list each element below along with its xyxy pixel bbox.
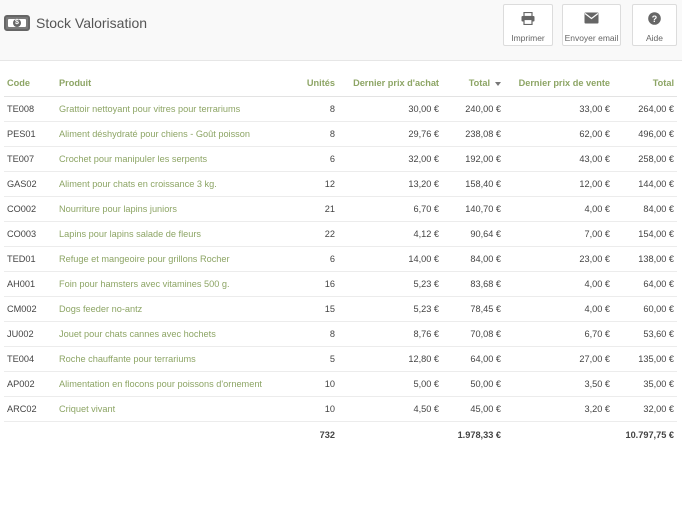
cell-last-buy-price: 14,00 € <box>338 247 442 272</box>
cell-total-sell: 35,00 € <box>613 372 677 397</box>
cell-total-buy: 45,00 € <box>442 397 504 422</box>
cell-last-sell-price: 4,00 € <box>504 272 613 297</box>
table-row[interactable] <box>4 172 677 197</box>
cell-code: TE007 <box>4 147 56 172</box>
cell-code: PES01 <box>4 122 56 147</box>
cell-last-buy-price: 29,76 € <box>338 122 442 147</box>
table-header-row <box>4 70 677 97</box>
col-header-units[interactable]: Unités <box>286 70 338 97</box>
svg-text:?: ? <box>651 14 658 24</box>
cell-total-sell: 84,00 € <box>613 197 677 222</box>
totals-row <box>4 422 677 449</box>
cell-total-sell: 144,00 € <box>613 172 677 197</box>
col-header-total-buy-label: Total <box>468 78 490 88</box>
cell-code: TED01 <box>4 247 56 272</box>
col-header-last-buy-price[interactable]: Dernier prix d'achat <box>338 70 442 97</box>
cell-code: CM002 <box>4 297 56 322</box>
cell-product[interactable]: Lapins pour lapins salade de fleurs <box>56 222 286 247</box>
total-units: 732 <box>319 430 335 440</box>
stock-table <box>4 70 677 448</box>
cell-last-buy-price: 8,76 € <box>338 322 442 347</box>
question-circle-icon <box>633 12 676 30</box>
table-row[interactable] <box>4 122 677 147</box>
col-header-last-sell-price[interactable]: Dernier prix de vente <box>504 70 613 97</box>
cell-code: AP002 <box>4 372 56 397</box>
table-row[interactable] <box>4 397 677 422</box>
money-icon: $ <box>4 15 30 31</box>
cell-code: CO003 <box>4 222 56 247</box>
cell-total-buy: 192,00 € <box>442 147 504 172</box>
table-row[interactable] <box>4 247 677 272</box>
cell-code: TE004 <box>4 347 56 372</box>
table-row[interactable] <box>4 97 677 122</box>
cell-last-buy-price: 4,50 € <box>338 397 442 422</box>
cell-last-buy-price: 5,00 € <box>338 372 442 397</box>
cell-product[interactable]: Grattoir nettoyant pour vitres pour terrariums <box>56 97 286 122</box>
page-header <box>0 0 682 61</box>
cell-units: 22 <box>286 222 338 247</box>
cell-units: 8 <box>286 122 338 147</box>
print-label: Imprimer <box>511 33 545 43</box>
totals-empty-cell <box>338 422 442 449</box>
table-row[interactable] <box>4 197 677 222</box>
cell-total-sell: 496,00 € <box>613 122 677 147</box>
cell-last-sell-price: 43,00 € <box>504 147 613 172</box>
page-title: Stock Valorisation <box>36 15 148 31</box>
cell-units: 8 <box>286 97 338 122</box>
cell-last-buy-price: 6,70 € <box>338 197 442 222</box>
cell-last-buy-price: 5,23 € <box>338 297 442 322</box>
cell-total-buy: 64,00 € <box>442 347 504 372</box>
cell-code: JU002 <box>4 322 56 347</box>
table-row[interactable] <box>4 272 677 297</box>
cell-product[interactable]: Refuge et mangeoire pour grillons Rocher <box>56 247 286 272</box>
cell-last-buy-price: 32,00 € <box>338 147 442 172</box>
table-row[interactable] <box>4 222 677 247</box>
cell-last-sell-price: 62,00 € <box>504 122 613 147</box>
cell-total-buy: 78,45 € <box>442 297 504 322</box>
cell-last-buy-price: 4,12 € <box>338 222 442 247</box>
table-row[interactable] <box>4 297 677 322</box>
cell-units: 16 <box>286 272 338 297</box>
cell-last-buy-price: 30,00 € <box>338 97 442 122</box>
cell-units: 21 <box>286 197 338 222</box>
cell-total-buy: 240,00 € <box>442 97 504 122</box>
cell-last-sell-price: 12,00 € <box>504 172 613 197</box>
cell-product[interactable]: Dogs feeder no-antz <box>56 297 286 322</box>
title-area <box>4 15 147 31</box>
cell-units: 5 <box>286 347 338 372</box>
cell-total-sell: 264,00 € <box>613 97 677 122</box>
cell-product[interactable]: Alimentation en flocons pour poissons d'ornement <box>56 372 286 397</box>
cell-last-sell-price: 33,00 € <box>504 97 613 122</box>
cell-last-sell-price: 6,70 € <box>504 322 613 347</box>
cell-total-buy: 238,08 € <box>442 122 504 147</box>
cell-units: 10 <box>286 397 338 422</box>
help-label: Aide <box>645 33 663 43</box>
table-row[interactable] <box>4 147 677 172</box>
cell-total-sell: 154,00 € <box>613 222 677 247</box>
table-row[interactable] <box>4 347 677 372</box>
cell-code: CO002 <box>4 197 56 222</box>
cell-code: GAS02 <box>4 172 56 197</box>
cell-units: 10 <box>286 372 338 397</box>
cell-last-sell-price: 27,00 € <box>504 347 613 372</box>
table-row[interactable] <box>4 372 677 397</box>
cell-total-buy: 90,64 € <box>442 222 504 247</box>
cell-product[interactable]: Aliment déshydraté pour chiens - Goût poisson <box>56 122 286 147</box>
cell-total-buy: 70,08 € <box>442 322 504 347</box>
printer-icon <box>504 12 552 30</box>
col-header-product[interactable]: Produit <box>56 70 286 97</box>
cell-product[interactable]: Roche chauffante pour terrariums <box>56 347 286 372</box>
cell-total-sell: 32,00 € <box>613 397 677 422</box>
cell-product[interactable]: Aliment pour chats en croissance 3 kg. <box>56 172 286 197</box>
cell-last-buy-price: 12,80 € <box>338 347 442 372</box>
totals-empty-cell <box>56 422 286 449</box>
email-label: Envoyer email <box>564 33 619 43</box>
cell-total-sell: 258,00 € <box>613 147 677 172</box>
cell-last-buy-price: 5,23 € <box>338 272 442 297</box>
cell-total-buy: 50,00 € <box>442 372 504 397</box>
totals-empty-cell <box>504 422 613 449</box>
cell-last-sell-price: 23,00 € <box>504 247 613 272</box>
cell-last-sell-price: 3,20 € <box>504 397 613 422</box>
cell-code: AH001 <box>4 272 56 297</box>
totals-empty-cell <box>4 422 56 449</box>
cell-units: 12 <box>286 172 338 197</box>
cell-total-sell: 138,00 € <box>613 247 677 272</box>
cell-product[interactable]: Crochet pour manipuler les serpents <box>56 147 286 172</box>
cell-total-buy: 84,00 € <box>442 247 504 272</box>
cell-last-sell-price: 4,00 € <box>504 297 613 322</box>
cell-units: 8 <box>286 322 338 347</box>
cell-code: ARC02 <box>4 397 56 422</box>
send-email-button[interactable] <box>562 4 621 46</box>
cell-product[interactable]: Jouet pour chats cannes avec hochets <box>56 322 286 347</box>
col-header-code[interactable]: Code <box>4 70 56 97</box>
col-header-total-sell[interactable]: Total <box>613 70 677 97</box>
cell-units: 15 <box>286 297 338 322</box>
col-header-total-buy[interactable] <box>442 70 504 97</box>
cell-product[interactable]: Criquet vivant <box>56 397 286 422</box>
cell-total-sell: 64,00 € <box>613 272 677 297</box>
help-button[interactable] <box>632 4 677 46</box>
cell-units: 6 <box>286 247 338 272</box>
cell-product[interactable]: Nourriture pour lapins juniors <box>56 197 286 222</box>
cell-product[interactable]: Foin pour hamsters avec vitamines 500 g. <box>56 272 286 297</box>
cell-total-sell: 135,00 € <box>613 347 677 372</box>
cell-total-sell: 53,60 € <box>613 322 677 347</box>
cell-last-sell-price: 4,00 € <box>504 197 613 222</box>
cell-total-buy: 158,40 € <box>442 172 504 197</box>
cell-total-buy: 140,70 € <box>442 197 504 222</box>
total-buy-value: 1.978,33 € <box>457 430 501 440</box>
cell-total-sell: 60,00 € <box>613 297 677 322</box>
cell-code: TE008 <box>4 97 56 122</box>
table-row[interactable] <box>4 322 677 347</box>
print-button[interactable] <box>503 4 553 46</box>
cell-units: 6 <box>286 147 338 172</box>
cell-last-sell-price: 7,00 € <box>504 222 613 247</box>
sort-desc-icon <box>495 82 501 86</box>
cell-last-sell-price: 3,50 € <box>504 372 613 397</box>
cell-last-buy-price: 13,20 € <box>338 172 442 197</box>
cell-total-buy: 83,68 € <box>442 272 504 297</box>
total-sell-value: 10.797,75 € <box>625 430 674 440</box>
envelope-icon <box>563 12 620 30</box>
